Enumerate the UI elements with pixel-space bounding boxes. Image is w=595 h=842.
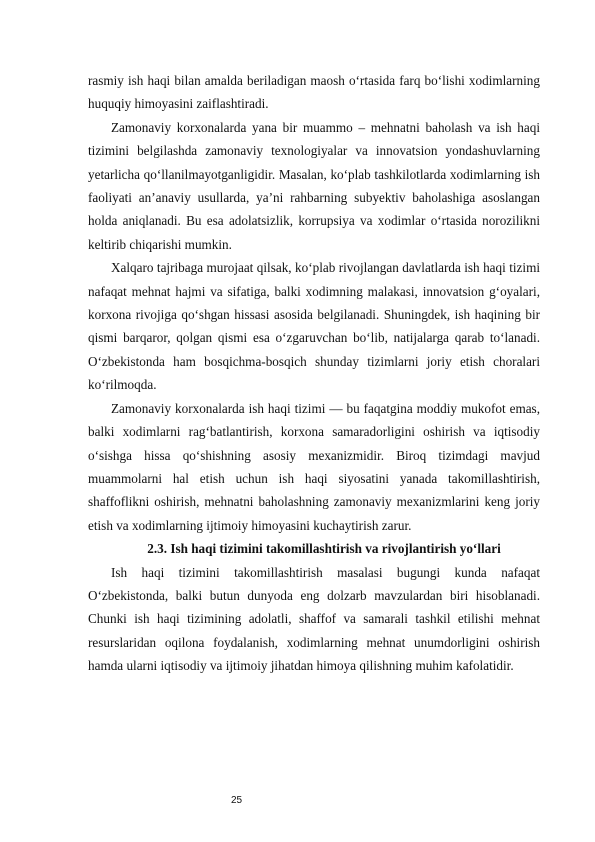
paragraph-continuation: rasmiy ish haqi bilan amalda beriladigan maosh o‘rtasida farq bo‘lishi xodimlarning huquqiy himoyasini zaiflashtiradi. xyxy=(88,73,540,112)
paragraph-international: Xalqaro tajribaga murojaat qilsak, ko‘plab rivojlangan davlatlarda ish haqi tizimi nafaqat mehnat hajmi va sifatiga, balki xodimning malakasi, innovatsion g‘oyalari, korxona rivojiga qo‘shgan hissasi asosida belgilanadi. Shuningdek, ish haqining bir qismi barqaror, qolgan qismi esa o‘zgaruvchan bo‘lib, natijalarga qarab to‘lanadi. O‘zbekistonda ham bosqichma-bosqich shunday tizimlarni joriy etish choralari ko‘rilmoqda. xyxy=(88,260,540,393)
paragraph-modern-enterprises: Zamonaviy korxonalarda ish haqi tizimi — bu faqatgina moddiy mukofot emas, balki xodimlarni rag‘batlantirish, korxona samaradorligini oshirish va iqtisodiy o‘sishga hissa qo‘shishning asosiy mexanizmidir. Biroq tizimdagi mavjud muammolarni hal etish uchun ish haqi siyosatini yanada takomillashtirish, shaffoflikni oshirish, mehnatni baholashning zamonaviy mexanizmlarini keng joriy etish va xodimlarning ijtimoiy himoyasini kuchaytirish zarur. xyxy=(88,400,540,533)
page-number: 25 xyxy=(231,795,243,806)
paragraph-problem: Zamonaviy korxonalarda yana bir muammo – mehnatni baholash va ish haqi tizimini belgilashda zamonaviy texnologiyalar va innovatsion yondashuvlarning yetarlicha qo‘llanilmayotganligidir. Masalan, ko‘plab tashkilotlarda xodimlarning ish faoliyati an’anaviy usullarda, ya’ni rahbarning subyektiv baholashiga asoslangan holda aniqlanadi. Bu esa adolatsizlik, korrupsiya va xodimlar o‘rtasida norozilikni keltirib chiqarishi mumkin. xyxy=(88,119,540,252)
section-heading: 2.3. Ish haqi tizimini takomillashtirish va rivojlantirish yo‘llari xyxy=(147,541,501,557)
paragraph-improvement: Ish haqi tizimini takomillashtirish masalasi bugungi kunda nafaqat O‘zbekistonda, balki butun dunyoda eng dolzarb mavzulardan biri hisoblanadi. Chunki ish haqi tizimining adolatli, shaffof va samarali tashkil etilishi mehnat resurslaridan oqilona foydalanish, xodimlarning mehnat unumdorligini oshirish hamda ularni iqtisodiy va ijtimoiy jihatdan himoya qilishning muhim kafolatidir. xyxy=(88,564,540,674)
page-content xyxy=(88,69,540,678)
